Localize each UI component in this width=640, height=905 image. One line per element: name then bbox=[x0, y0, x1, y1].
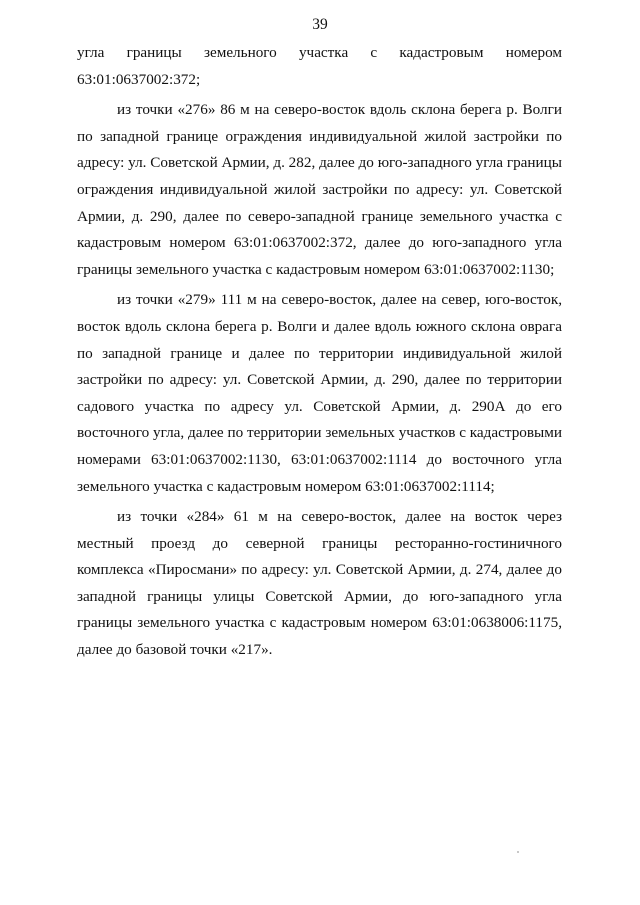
document-body bbox=[77, 40, 562, 664]
paragraph-point-279: из точки «279» 111 м на северо-восток, далее на север, юго-восток, восток вдоль склона берега р. Волги и далее вдоль южного склона оврага по западной границе и далее по территории индивидуальной жилой застройки по адресу: ул. Советской Армии, д. 290, далее по территории садового участка по адресу ул. Советской Армии, д. 290А до его восточного угла, далее по территории земельных участков с кадастровыми номерами 63:01:0637002:1130, 63:01:0637002:1114 до восточного угла земельного участка с кадастровым номером 63:01:0637002:1114; bbox=[77, 291, 562, 495]
paragraph-point-284: из точки «284» 61 м на северо-восток, далее на восток через местный проезд до северной границы ресторанно-гостиничного комплекса «Пиросмани» по адресу: ул. Советской Армии, д. 274, далее до западной границы улицы Советской Армии, до юго-западного угла границы земельного участка с кадастровым номером 63:01:0638006:1175, далее до базовой точки «217». bbox=[77, 508, 562, 659]
page-number: 39 bbox=[312, 16, 328, 33]
scan-speck bbox=[517, 851, 519, 853]
paragraph-continuation: угла границы земельного участка с кадастровым номером 63:01:0637002:372; bbox=[77, 44, 562, 88]
paragraph-point-276: из точки «276» 86 м на северо-восток вдоль склона берега р. Волги по западной границе ограждения индивидуальной жилой застройки по адресу: ул. Советской Армии, д. 282, далее до юго-западного угла границы ограждения индивидуальной жилой застройки по адресу: ул. Советской Армии, д. 290, далее по северо-западной границе земельного участка с кадастровым номером 63:01:0637002:372, далее до юго-западного угла границы земельного участка с кадастровым номером 63:01:0637002:1130; bbox=[77, 101, 562, 278]
